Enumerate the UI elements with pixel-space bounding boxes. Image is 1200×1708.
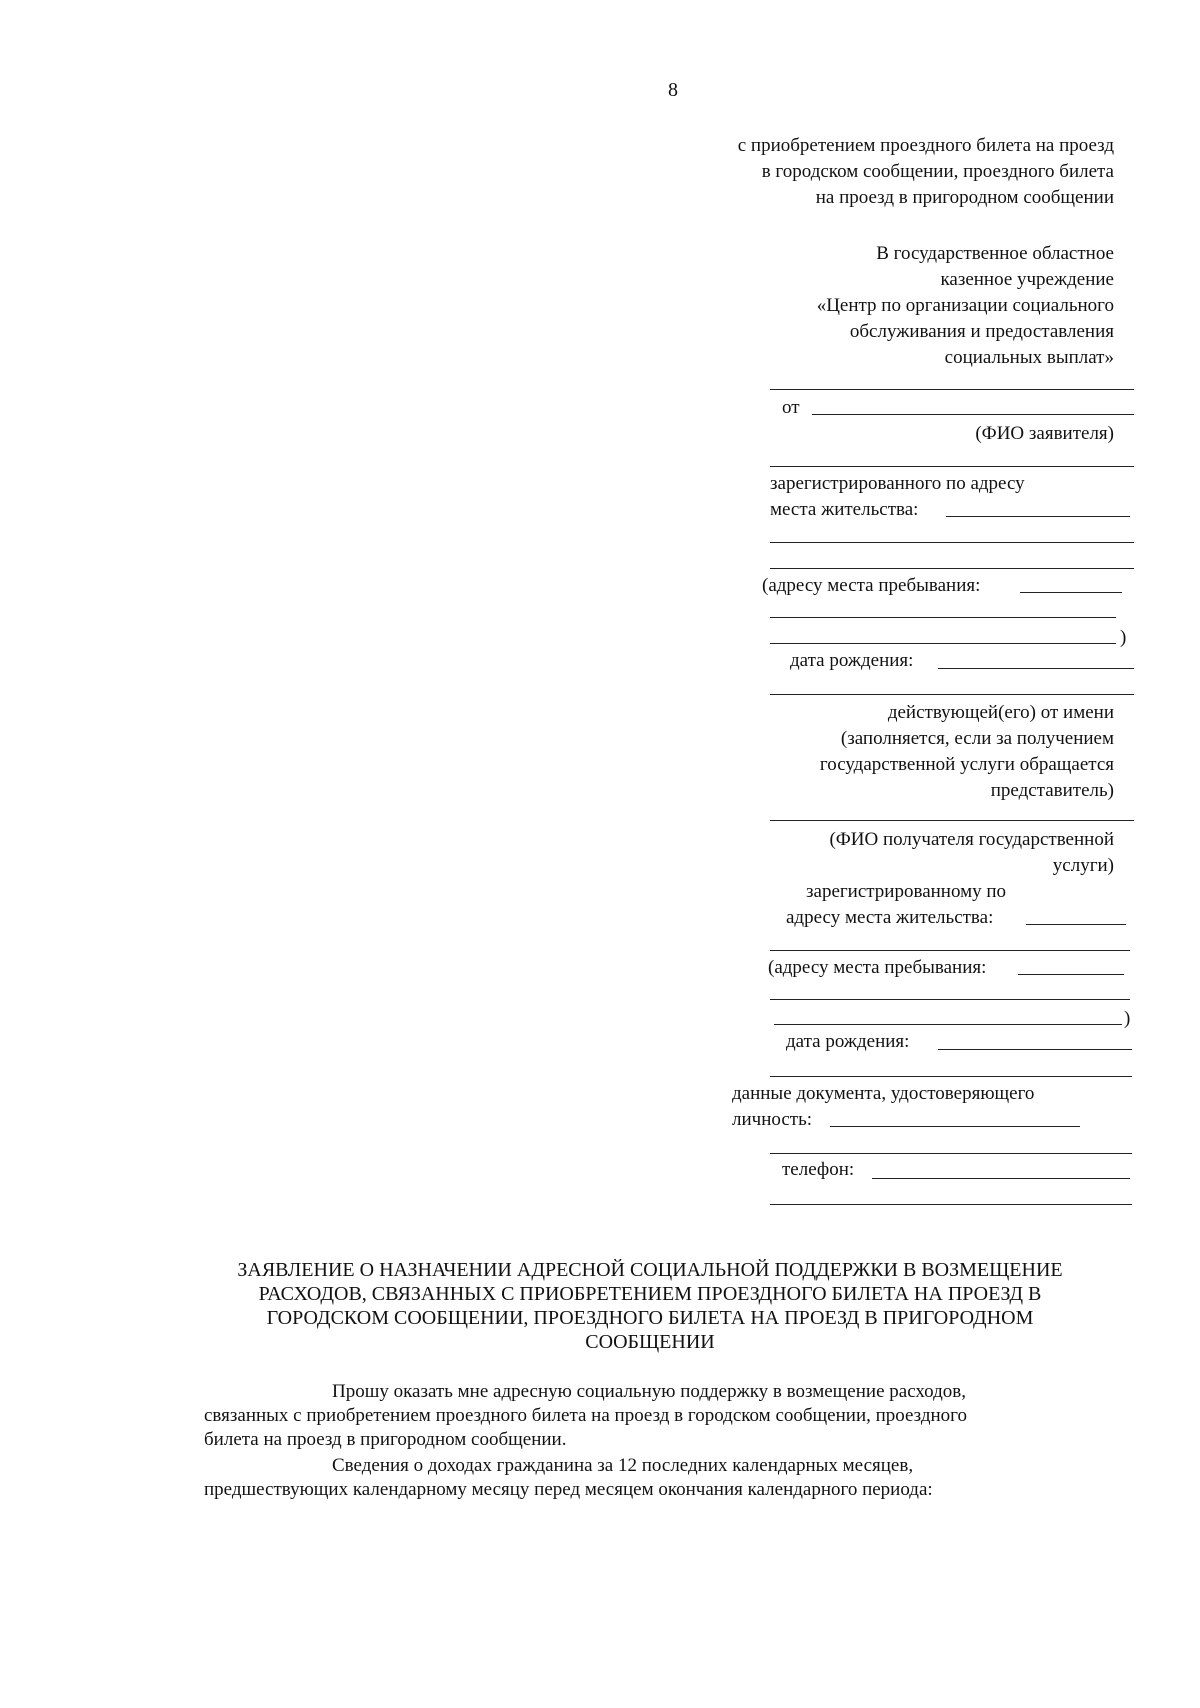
acting-on-behalf-text: действующей(его) от имени (887, 702, 1114, 723)
registered-label: зарегистрированного по адресу (770, 473, 1025, 494)
header-line: в городском сообщении, проездного билета (761, 161, 1114, 182)
page-number: 8 (668, 79, 678, 101)
title-line: РАСХОДОВ, СВЯЗАННЫХ С ПРИОБРЕТЕНИЕМ ПРОЕЗДНОГО БИЛЕТА НА ПРОЕЗД В (258, 1283, 1042, 1305)
stay-address-field[interactable] (770, 643, 1116, 644)
blank-line[interactable] (770, 694, 1134, 695)
residence-address-field[interactable] (770, 542, 1134, 543)
stay-address2-field[interactable] (774, 1024, 1122, 1025)
close-paren: ) (1124, 1008, 1131, 1029)
body-text: Прошу оказать мне адресную социальную поддержку в возмещение расходов, (332, 1381, 966, 1402)
addressee-line: социальных выплат» (944, 347, 1114, 368)
residence2-address-field[interactable] (770, 950, 1130, 951)
stay-address2-field[interactable] (1018, 974, 1124, 975)
birth-date-label: дата рождения: (790, 650, 914, 671)
id-document-field[interactable] (770, 1153, 1132, 1154)
residence-label: места жительства: (770, 499, 919, 520)
blank-line[interactable] (770, 389, 1134, 390)
recipient-fio-caption: (ФИО получателя государственной (829, 829, 1114, 850)
registered2-label: зарегистрированному по (806, 881, 1007, 902)
applicant-fio-caption: (ФИО заявителя) (975, 423, 1114, 444)
recipient-fio-caption: услуги) (1052, 855, 1114, 876)
id-document-field[interactable] (830, 1126, 1080, 1127)
header-line: с приобретением проездного билета на проезд (737, 135, 1114, 156)
id-document-label: личность: (732, 1109, 813, 1130)
title-line: ГОРОДСКОМ СООБЩЕНИИ, ПРОЕЗДНОГО БИЛЕТА НА ПРОЕЗД В ПРИГОРОДНОМ (266, 1307, 1034, 1329)
stay-address-field[interactable] (770, 617, 1116, 618)
addressee-line: казенное учреждение (940, 269, 1114, 290)
title-line: ЗАЯВЛЕНИЕ О НАЗНАЧЕНИИ АДРЕСНОЙ СОЦИАЛЬНОЙ ПОДДЕРЖКИ В ВОЗМЕЩЕНИЕ (237, 1259, 1063, 1281)
blank-line[interactable] (770, 466, 1134, 467)
birth-date-field[interactable] (938, 668, 1134, 669)
stay-address2-field[interactable] (770, 999, 1130, 1000)
acting-on-behalf-text: представитель) (990, 780, 1114, 801)
residence-address-field[interactable] (770, 568, 1134, 569)
blank-line[interactable] (770, 1204, 1132, 1205)
acting-on-behalf-text: (заполняется, если за получением (840, 728, 1114, 749)
from-label: от (782, 397, 800, 418)
acting-on-behalf-text: государственной услуги обращается (819, 754, 1114, 775)
phone-label: телефон: (782, 1159, 855, 1180)
title-line: СООБЩЕНИИ (585, 1331, 715, 1353)
body-text: билета на проезд в пригородном сообщении. (204, 1429, 567, 1450)
residence-address-field[interactable] (946, 516, 1130, 517)
id-document-label: данные документа, удостоверяющего (732, 1083, 1035, 1104)
addressee-line: обслуживания и предоставления (849, 321, 1114, 342)
residence2-address-field[interactable] (1026, 924, 1126, 925)
residence2-label: адресу места жительства: (786, 907, 994, 928)
phone-field[interactable] (872, 1178, 1130, 1179)
addressee-line: В государственное областное (876, 243, 1114, 264)
stay-address-field[interactable] (1020, 592, 1122, 593)
birth-date2-field[interactable] (938, 1049, 1132, 1050)
blank-line[interactable] (770, 1076, 1132, 1077)
body-text: предшествующих календарному месяцу перед месяцем окончания календарного периода: (204, 1479, 933, 1500)
birth-date2-label: дата рождения: (786, 1031, 910, 1052)
stay-address2-label: (адресу места пребывания: (768, 957, 987, 978)
stay-address-label: (адресу места пребывания: (762, 575, 981, 596)
applicant-fio-field[interactable] (812, 414, 1134, 415)
body-text: связанных с приобретением проездного билета на проезд в городском сообщении, проездного (204, 1405, 967, 1426)
close-paren: ) (1120, 627, 1127, 648)
body-text: Сведения о доходах гражданина за 12 последних календарных месяцев, (332, 1455, 914, 1476)
recipient-fio-field[interactable] (770, 820, 1134, 821)
header-line: на проезд в пригородном сообщении (815, 187, 1114, 208)
addressee-line: «Центр по организации социального (816, 295, 1114, 316)
